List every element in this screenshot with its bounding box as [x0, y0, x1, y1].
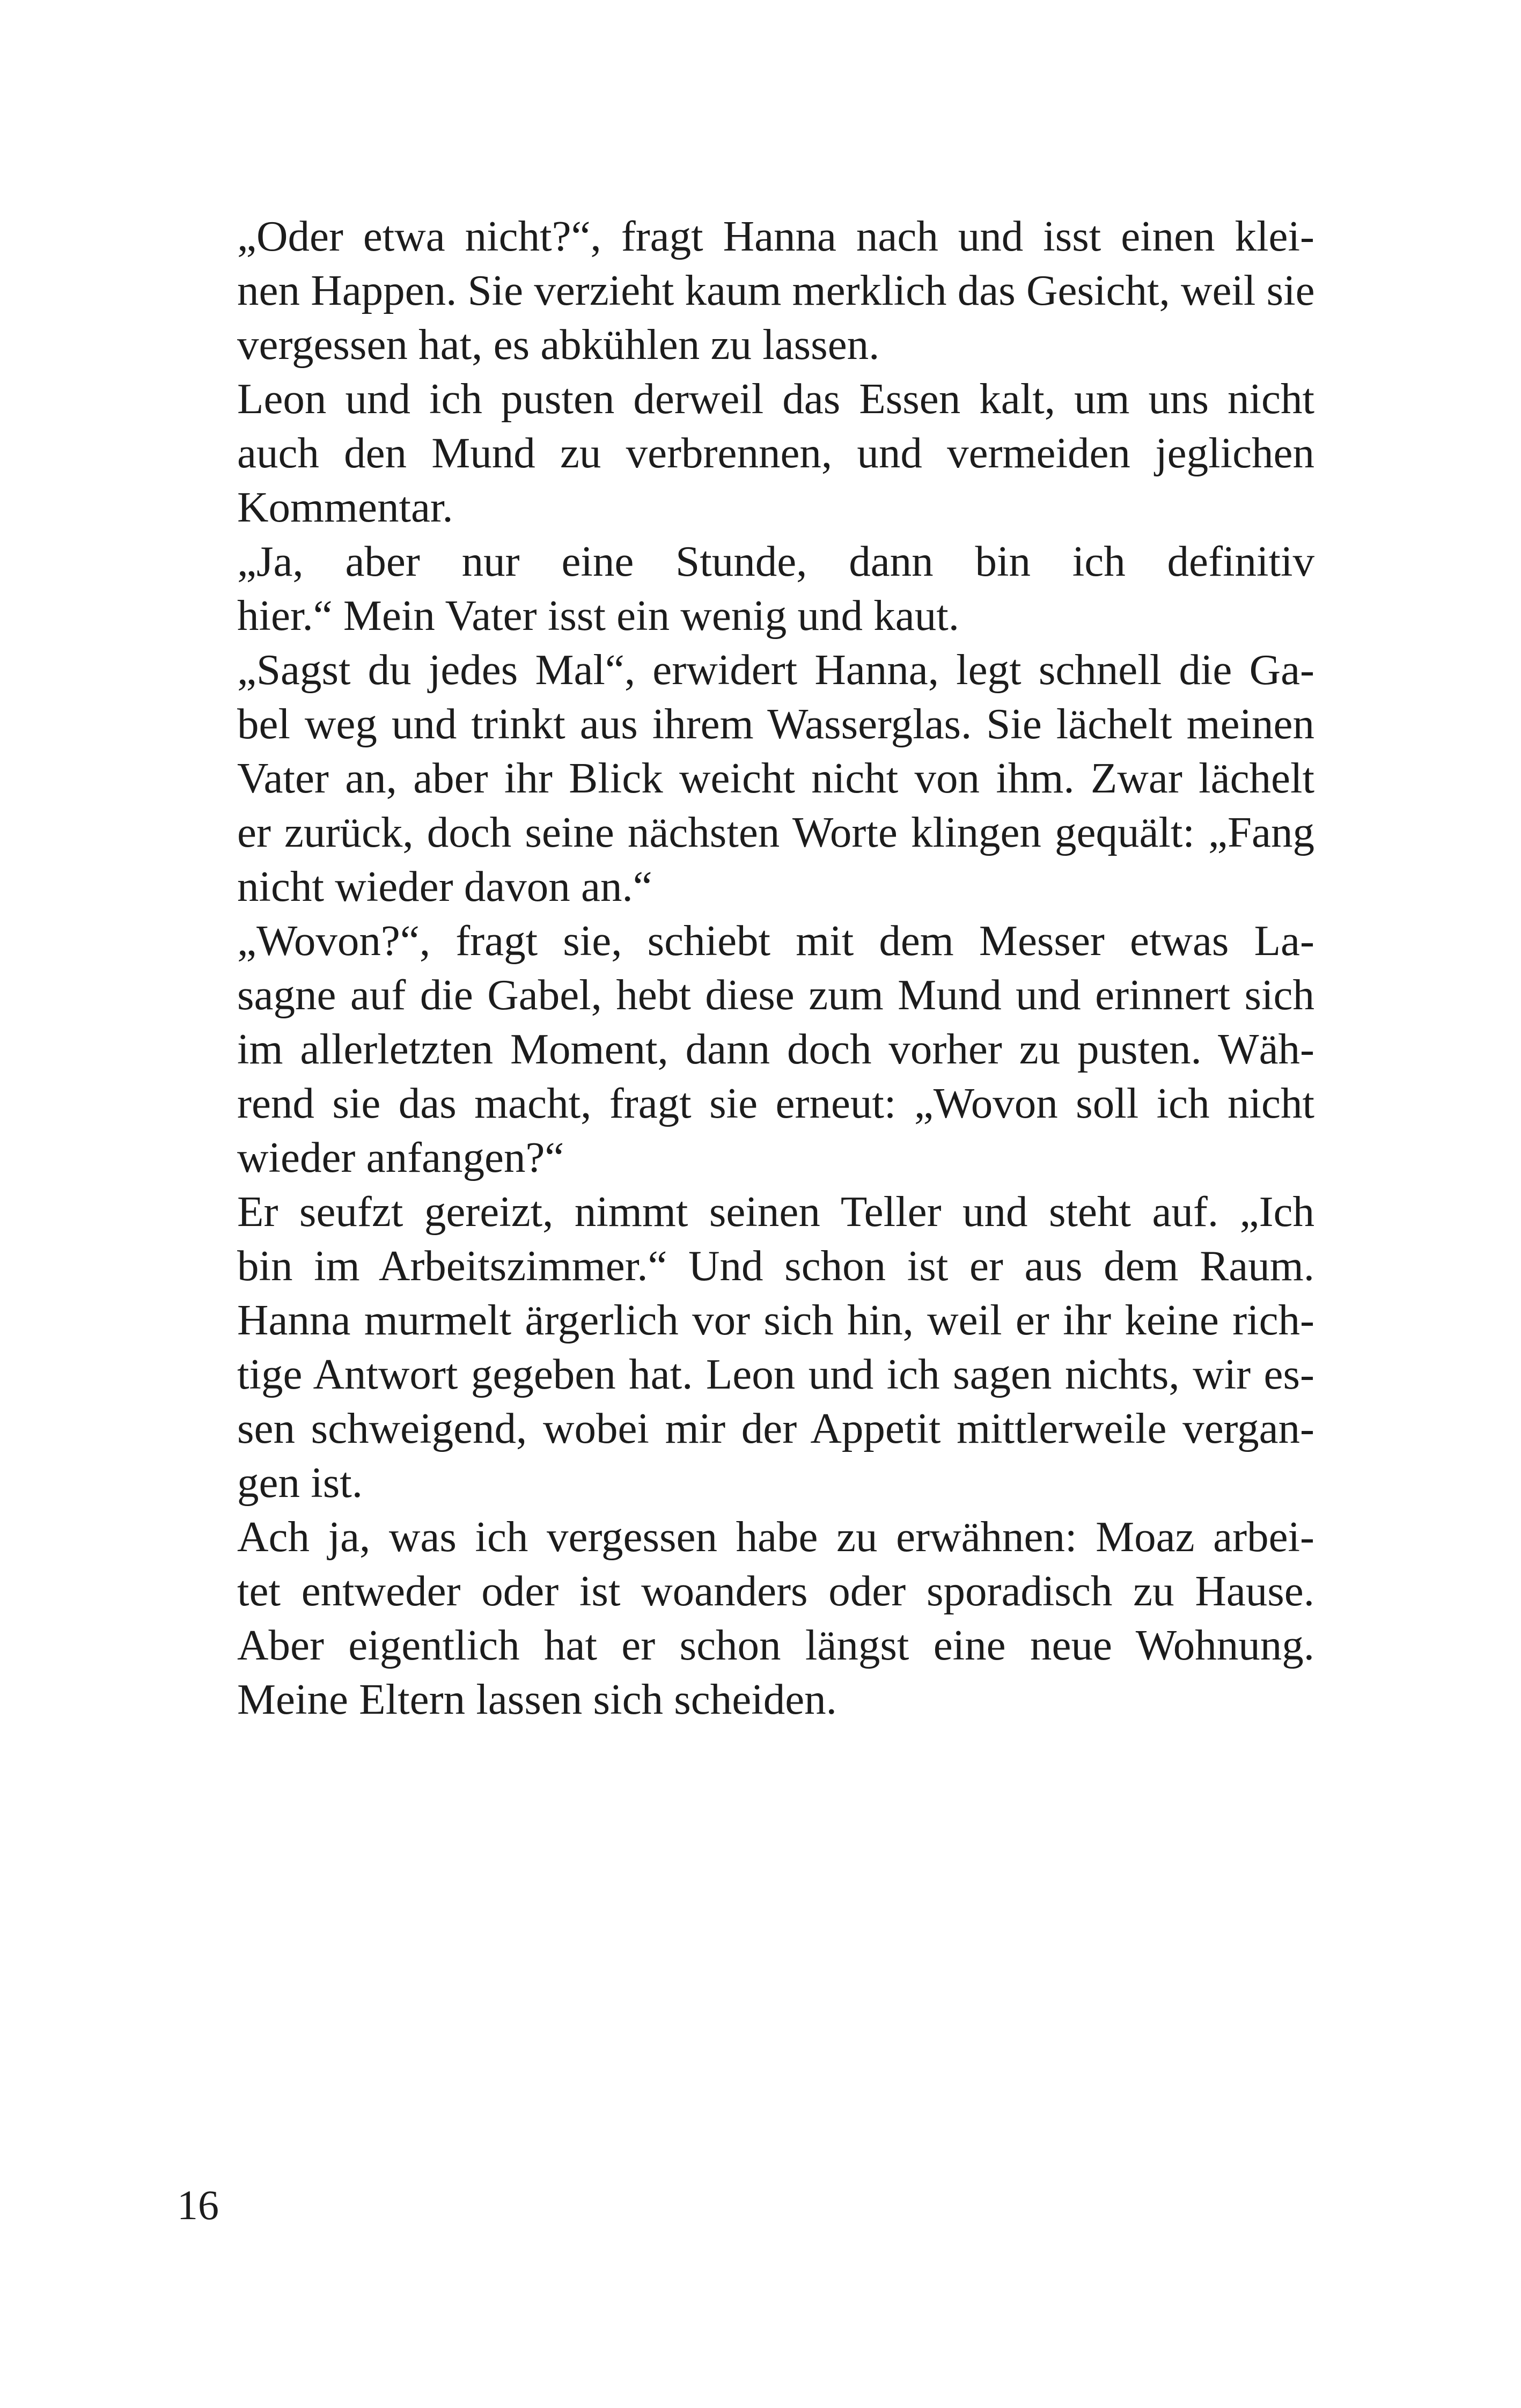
paragraph	[177, 209, 1314, 372]
text-line: Ach ja, was ich vergessen habe zu erwähnen: Moaz arbei-	[237, 1513, 1314, 1561]
text-line: Er seufzt gereizt, nimmt seinen Teller und steht auf. „Ich	[237, 1187, 1314, 1236]
text-line: nen Happen. Sie verzieht kaum merklich das Gesicht, weil sie	[237, 266, 1315, 314]
text-line: Kommentar.	[237, 483, 453, 531]
text-line: er zurück, doch seine nächsten Worte klingen gequält: „Fang	[237, 808, 1314, 856]
text-line: „Oder etwa nicht?“, fragt Hanna nach und isst einen klei-	[237, 212, 1314, 260]
text-line: bel weg und trinkt aus ihrem Wasserglas. Sie lächelt meinen	[237, 700, 1314, 748]
paragraph	[177, 534, 1314, 643]
text-line: Hanna murmelt ärgerlich vor sich hin, weil er ihr keine rich-	[237, 1296, 1314, 1344]
text-line: im allerletzten Moment, dann doch vorher zu pusten. Wäh-	[237, 1025, 1314, 1073]
text-line: „Sagst du jedes Mal“, erwidert Hanna, legt schnell die Ga-	[237, 645, 1314, 694]
paragraph	[177, 1510, 1314, 1727]
text-line: rend sie das macht, fragt sie erneut: „Wovon soll ich nicht	[237, 1079, 1314, 1127]
text-line: auch den Mund zu verbrennen, und vermeiden jeglichen	[237, 429, 1314, 477]
text-line: bin im Arbeitszimmer.“ Und schon ist er aus dem Raum.	[237, 1242, 1314, 1290]
text-line: hier.“ Mein Vater isst ein wenig und kaut.	[237, 591, 959, 640]
text-line: „Ja, aber nur eine Stunde, dann bin ich definitiv	[237, 537, 1314, 585]
paragraph	[177, 914, 1314, 1185]
text-line: sagne auf die Gabel, hebt diese zum Mund und erinnert sich	[237, 971, 1314, 1019]
text-line: sen schweigend, wobei mir der Appetit mittlerweile vergan-	[237, 1404, 1314, 1452]
text-line: vergessen hat, es abkühlen zu lassen.	[237, 320, 880, 369]
text-line: Vater an, aber ihr Blick weicht nicht von ihm. Zwar lächelt	[237, 754, 1314, 802]
text-line: Leon und ich pusten derweil das Essen kalt, um uns nicht	[237, 375, 1314, 423]
text-line: „Wovon?“, fragt sie, schiebt mit dem Messer etwas La-	[237, 916, 1314, 965]
paragraph	[177, 1185, 1314, 1510]
paragraph	[177, 643, 1314, 914]
text-line: gen ist.	[237, 1458, 363, 1507]
body-text	[177, 209, 1314, 1727]
page-number: 16	[177, 2182, 219, 2228]
text-line: wieder anfangen?“	[237, 1133, 564, 1181]
text-line: Meine Eltern lassen sich scheiden.	[237, 1675, 837, 1723]
text-line: nicht wieder davon an.“	[237, 862, 652, 911]
text-line: tet entweder oder ist woanders oder sporadisch zu Hause.	[237, 1567, 1314, 1615]
paragraph	[177, 372, 1314, 534]
text-line: Aber eigentlich hat er schon längst eine neue Wohnung.	[237, 1621, 1314, 1669]
text-line: tige Antwort gegeben hat. Leon und ich sagen nichts, wir es-	[237, 1350, 1314, 1398]
